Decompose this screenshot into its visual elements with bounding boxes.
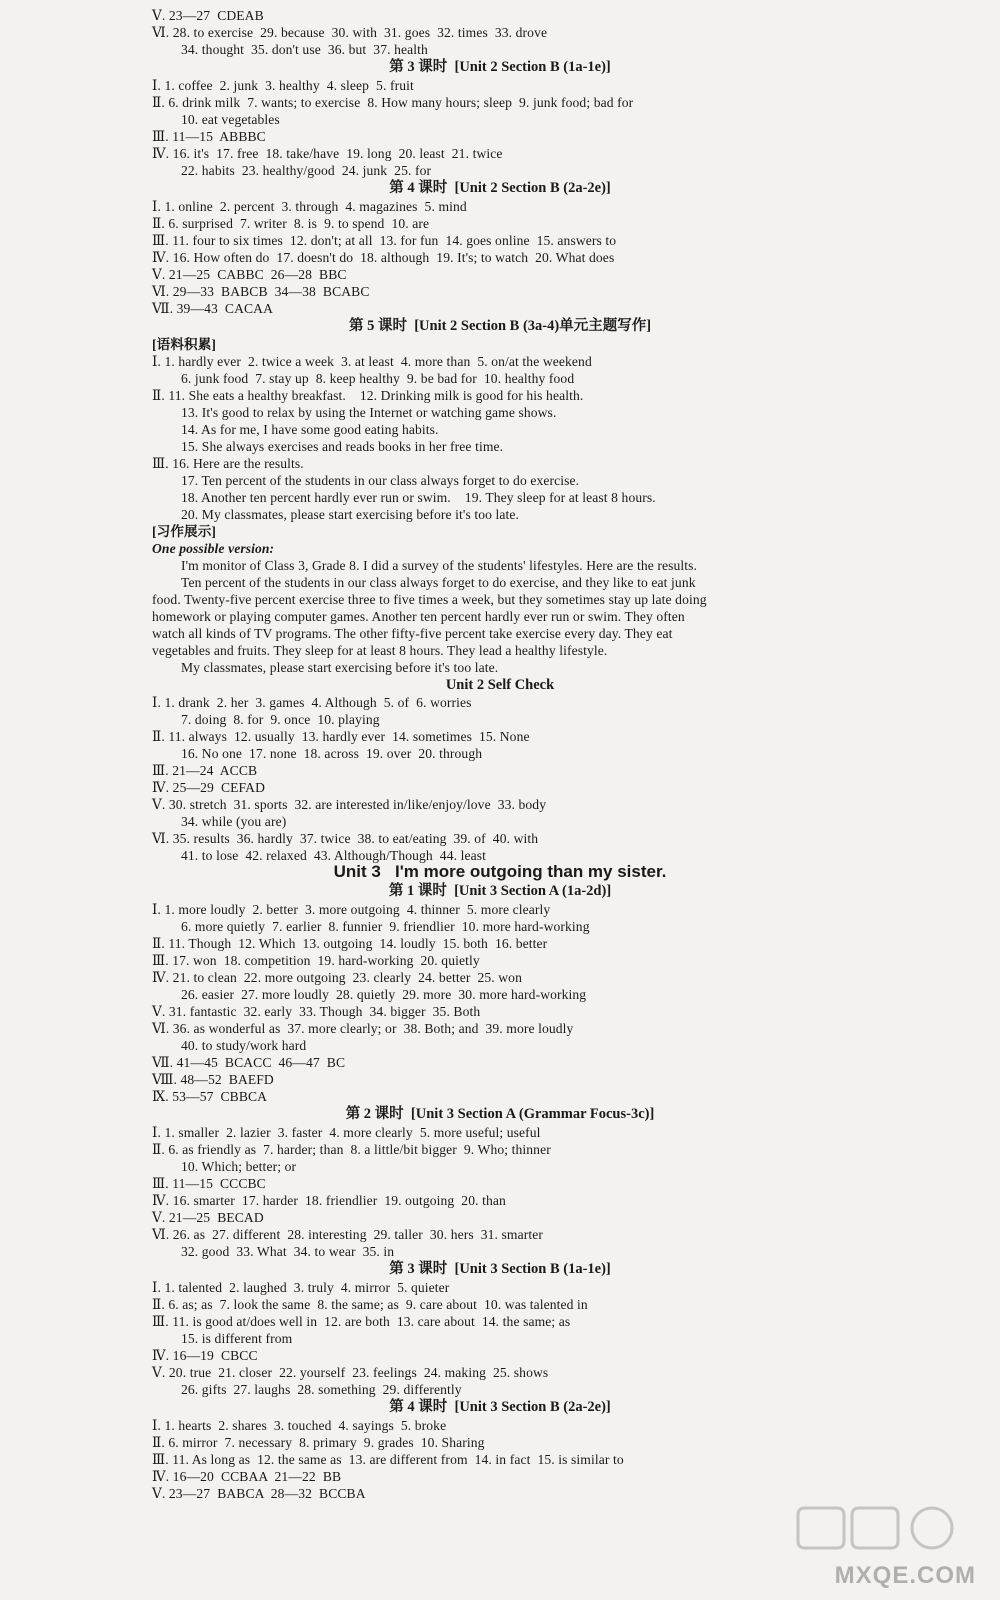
answer-line: 15. is different from	[181, 1331, 293, 1346]
answer-line: 6. more quietly 7. earlier 8. funnier 9. friendlier 10. more hard-working	[181, 919, 590, 934]
unit-title: Unit 3 I'm more outgoing than my sister.	[333, 862, 667, 881]
answer-line: Ⅰ. 1. hardly ever 2. twice a week 3. at least 4. more than 5. on/at the weekend	[152, 354, 592, 369]
answer-line: Ⅱ. 6. mirror 7. necessary 8. primary 9. grades 10. Sharing	[152, 1435, 485, 1450]
answer-line: Ⅲ. 11—15 CCCBC	[152, 1176, 266, 1191]
answer-line: Ten percent of the students in our class always forget to do exercise, and they like to eat junk	[181, 575, 696, 590]
answer-line: 40. to study/work hard	[181, 1038, 307, 1053]
answer-line: 7. doing 8. for 9. once 10. playing	[181, 712, 380, 727]
answer-line: Ⅰ. 1. hearts 2. shares 3. touched 4. sayings 5. broke	[152, 1418, 447, 1433]
answer-line: Ⅳ. 16—20 CCBAA 21—22 BB	[152, 1469, 342, 1484]
answer-line: Ⅶ. 41—45 BCACC 46—47 BC	[152, 1055, 346, 1070]
answer-line: Ⅳ. 16. How often do 17. doesn't do 18. although 19. It's; to watch 20. What does	[152, 250, 615, 265]
answer-line: Ⅴ. 23—27 BABCA 28—32 BCCBA	[152, 1486, 366, 1501]
answer-line: Ⅰ. 1. drank 2. her 3. games 4. Although 5. of 6. worries	[152, 695, 472, 710]
answer-line: I'm monitor of Class 3, Grade 8. I did a survey of the students' lifestyles. Here are the results.	[181, 558, 698, 573]
answer-line: Ⅰ. 1. coffee 2. junk 3. healthy 4. sleep 5. fruit	[152, 78, 414, 93]
answer-line: Ⅵ. 26. as 27. different 28. interesting 29. taller 30. hers 31. smarter	[152, 1227, 543, 1242]
answer-line: Ⅱ. 6. drink milk 7. wants; to exercise 8. How many hours; sleep 9. junk food; bad for	[152, 95, 634, 110]
answer-line: Ⅲ. 11. As long as 12. the same as 13. are different from 14. in fact 15. is similar to	[152, 1452, 624, 1467]
answer-line: 15. She always exercises and reads books in her free time.	[181, 439, 504, 454]
answer-line: 10. eat vegetables	[181, 112, 280, 127]
section-heading: Unit 2 Self Check	[445, 677, 555, 693]
answer-line: Ⅱ. 11. She eats a healthy breakfast. 12. Drinking milk is good for his health.	[152, 388, 584, 403]
answer-line: Ⅲ. 17. won 18. competition 19. hard-working 20. quietly	[152, 953, 480, 968]
answer-line: Ⅲ. 21—24 ACCB	[152, 763, 258, 778]
answer-line: Ⅴ. 21—25 CABBC 26—28 BBC	[152, 267, 347, 282]
subsection-label: [语料积累]	[152, 337, 217, 352]
section-heading: 第 1 课时 [Unit 3 Section A (1a-2d)]	[388, 883, 612, 899]
answer-line: 18. Another ten percent hardly ever run or swim. 19. They sleep for at least 8 hours.	[181, 490, 656, 505]
answer-line: 32. good 33. What 34. to wear 35. in	[181, 1244, 395, 1259]
answer-line: 17. Ten percent of the students in our class always forget to do exercise.	[181, 473, 580, 488]
answer-line: food. Twenty-five percent exercise three to five times a week, but they sometimes stay up late doing	[152, 592, 707, 607]
answer-line: Ⅵ. 29—33 BABCB 34—38 BCABC	[152, 284, 370, 299]
answer-line: Ⅴ. 21—25 BECAD	[152, 1210, 264, 1225]
answer-line: Ⅵ. 35. results 36. hardly 37. twice 38. to eat/eating 39. of 40. with	[152, 831, 539, 846]
answer-line: 16. No one 17. none 18. across 19. over 20. through	[181, 746, 483, 761]
section-heading: 第 4 课时 [Unit 2 Section B (2a-2e)]	[389, 180, 611, 196]
watermark-text: MXQE.COM	[834, 1562, 976, 1589]
answer-line: Ⅴ. 30. stretch 31. sports 32. are interested in/like/enjoy/love 33. body	[152, 797, 547, 812]
section-heading: 第 3 课时 [Unit 3 Section B (1a-1e)]	[389, 1261, 611, 1277]
answer-line: Ⅴ. 31. fantastic 32. early 33. Though 34. bigger 35. Both	[152, 1004, 481, 1019]
answer-line: Ⅳ. 25—29 CEFAD	[152, 780, 266, 795]
answer-line: vegetables and fruits. They sleep for at least 8 hours. They lead a healthy lifestyle.	[152, 643, 608, 658]
answer-line: 10. Which; better; or	[181, 1159, 297, 1174]
answer-line: 14. As for me, I have some good eating habits.	[181, 422, 439, 437]
answer-line: Ⅰ. 1. more loudly 2. better 3. more outgoing 4. thinner 5. more clearly	[152, 902, 551, 917]
answer-line: Ⅸ. 53—57 CBBCA	[152, 1089, 268, 1104]
answer-line: Ⅳ. 21. to clean 22. more outgoing 23. clearly 24. better 25. won	[152, 970, 522, 985]
answer-line: 22. habits 23. healthy/good 24. junk 25. for	[181, 163, 432, 178]
answer-line: Ⅵ. 36. as wonderful as 37. more clearly; or 38. Both; and 39. more loudly	[152, 1021, 574, 1036]
answer-line: 34. while (you are)	[181, 814, 287, 829]
answer-line: Ⅰ. 1. talented 2. laughed 3. truly 4. mirror 5. quieter	[152, 1280, 450, 1295]
answer-line: Ⅰ. 1. online 2. percent 3. through 4. magazines 5. mind	[152, 199, 467, 214]
answer-line: Ⅲ. 11—15 ABBBC	[152, 129, 266, 144]
answer-line: My classmates, please start exercising before it's too late.	[181, 660, 499, 675]
answer-line: 13. It's good to relax by using the Internet or watching game shows.	[181, 405, 557, 420]
answer-line: Ⅲ. 11. is good at/does well in 12. are both 13. care about 14. the same; as	[152, 1314, 571, 1329]
answer-line: Ⅷ. 48—52 BAEFD	[152, 1072, 274, 1087]
answer-line: watch all kinds of TV programs. The other fifty-five percent take exercise every day. They eat	[152, 626, 673, 641]
section-heading: 第 3 课时 [Unit 2 Section B (1a-1e)]	[389, 59, 611, 75]
answer-line: Ⅴ. 20. true 21. closer 22. yourself 23. feelings 24. making 25. shows	[152, 1365, 549, 1380]
answer-line: Ⅴ. 23—27 CDEAB	[152, 8, 264, 23]
answer-line: Ⅳ. 16—19 CBCC	[152, 1348, 258, 1363]
answer-line: 20. My classmates, please start exercising before it's too late.	[181, 507, 520, 522]
answer-line: Ⅳ. 16. it's 17. free 18. take/have 19. long 20. least 21. twice	[152, 146, 503, 161]
answer-line: Ⅱ. 6. as; as 7. look the same 8. the same; as 9. care about 10. was talented in	[152, 1297, 588, 1312]
answer-line: Ⅱ. 6. as friendly as 7. harder; than 8. a little/bit bigger 9. Who; thinner	[152, 1142, 551, 1157]
answer-line: Ⅱ. 11. Though 12. Which 13. outgoing 14. loudly 15. both 16. better	[152, 936, 548, 951]
answer-line: 26. easier 27. more loudly 28. quietly 29. more 30. more hard-working	[181, 987, 587, 1002]
answer-line: 6. junk food 7. stay up 8. keep healthy 9. be bad for 10. healthy food	[181, 371, 575, 386]
answer-line: Ⅱ. 11. always 12. usually 13. hardly ever 14. sometimes 15. None	[152, 729, 530, 744]
answer-line: Ⅲ. 16. Here are the results.	[152, 456, 304, 471]
section-heading: 第 2 课时 [Unit 3 Section A (Grammar Focus-3c)]	[345, 1106, 655, 1122]
answer-line: 26. gifts 27. laughs 28. something 29. differently	[181, 1382, 462, 1397]
section-heading: 第 4 课时 [Unit 3 Section B (2a-2e)]	[389, 1399, 611, 1415]
answer-line: Ⅵ. 28. to exercise 29. because 30. with 31. goes 32. times 33. drove	[152, 25, 548, 40]
answer-line: Ⅱ. 6. surprised 7. writer 8. is 9. to spend 10. are	[152, 216, 430, 231]
answer-line: 41. to lose 42. relaxed 43. Although/Though 44. least	[181, 848, 487, 863]
sample-essay-label: One possible version:	[152, 541, 275, 556]
answer-line: 34. thought 35. don't use 36. but 37. health	[181, 42, 428, 57]
subsection-label: [习作展示]	[152, 524, 217, 539]
answer-line: Ⅰ. 1. smaller 2. lazier 3. faster 4. more clearly 5. more useful; useful	[152, 1125, 541, 1140]
answer-line: Ⅶ. 39—43 CACAA	[152, 301, 274, 316]
answer-line: Ⅳ. 16. smarter 17. harder 18. friendlier 19. outgoing 20. than	[152, 1193, 506, 1208]
section-heading: 第 5 课时 [Unit 2 Section B (3a-4)单元主题写作]	[348, 318, 652, 334]
answer-line: homework or playing computer games. Another ten percent hardly ever run or swim. They often	[152, 609, 685, 624]
answer-line: Ⅲ. 11. four to six times 12. don't; at all 13. for fun 14. goes online 15. answers to	[152, 233, 617, 248]
